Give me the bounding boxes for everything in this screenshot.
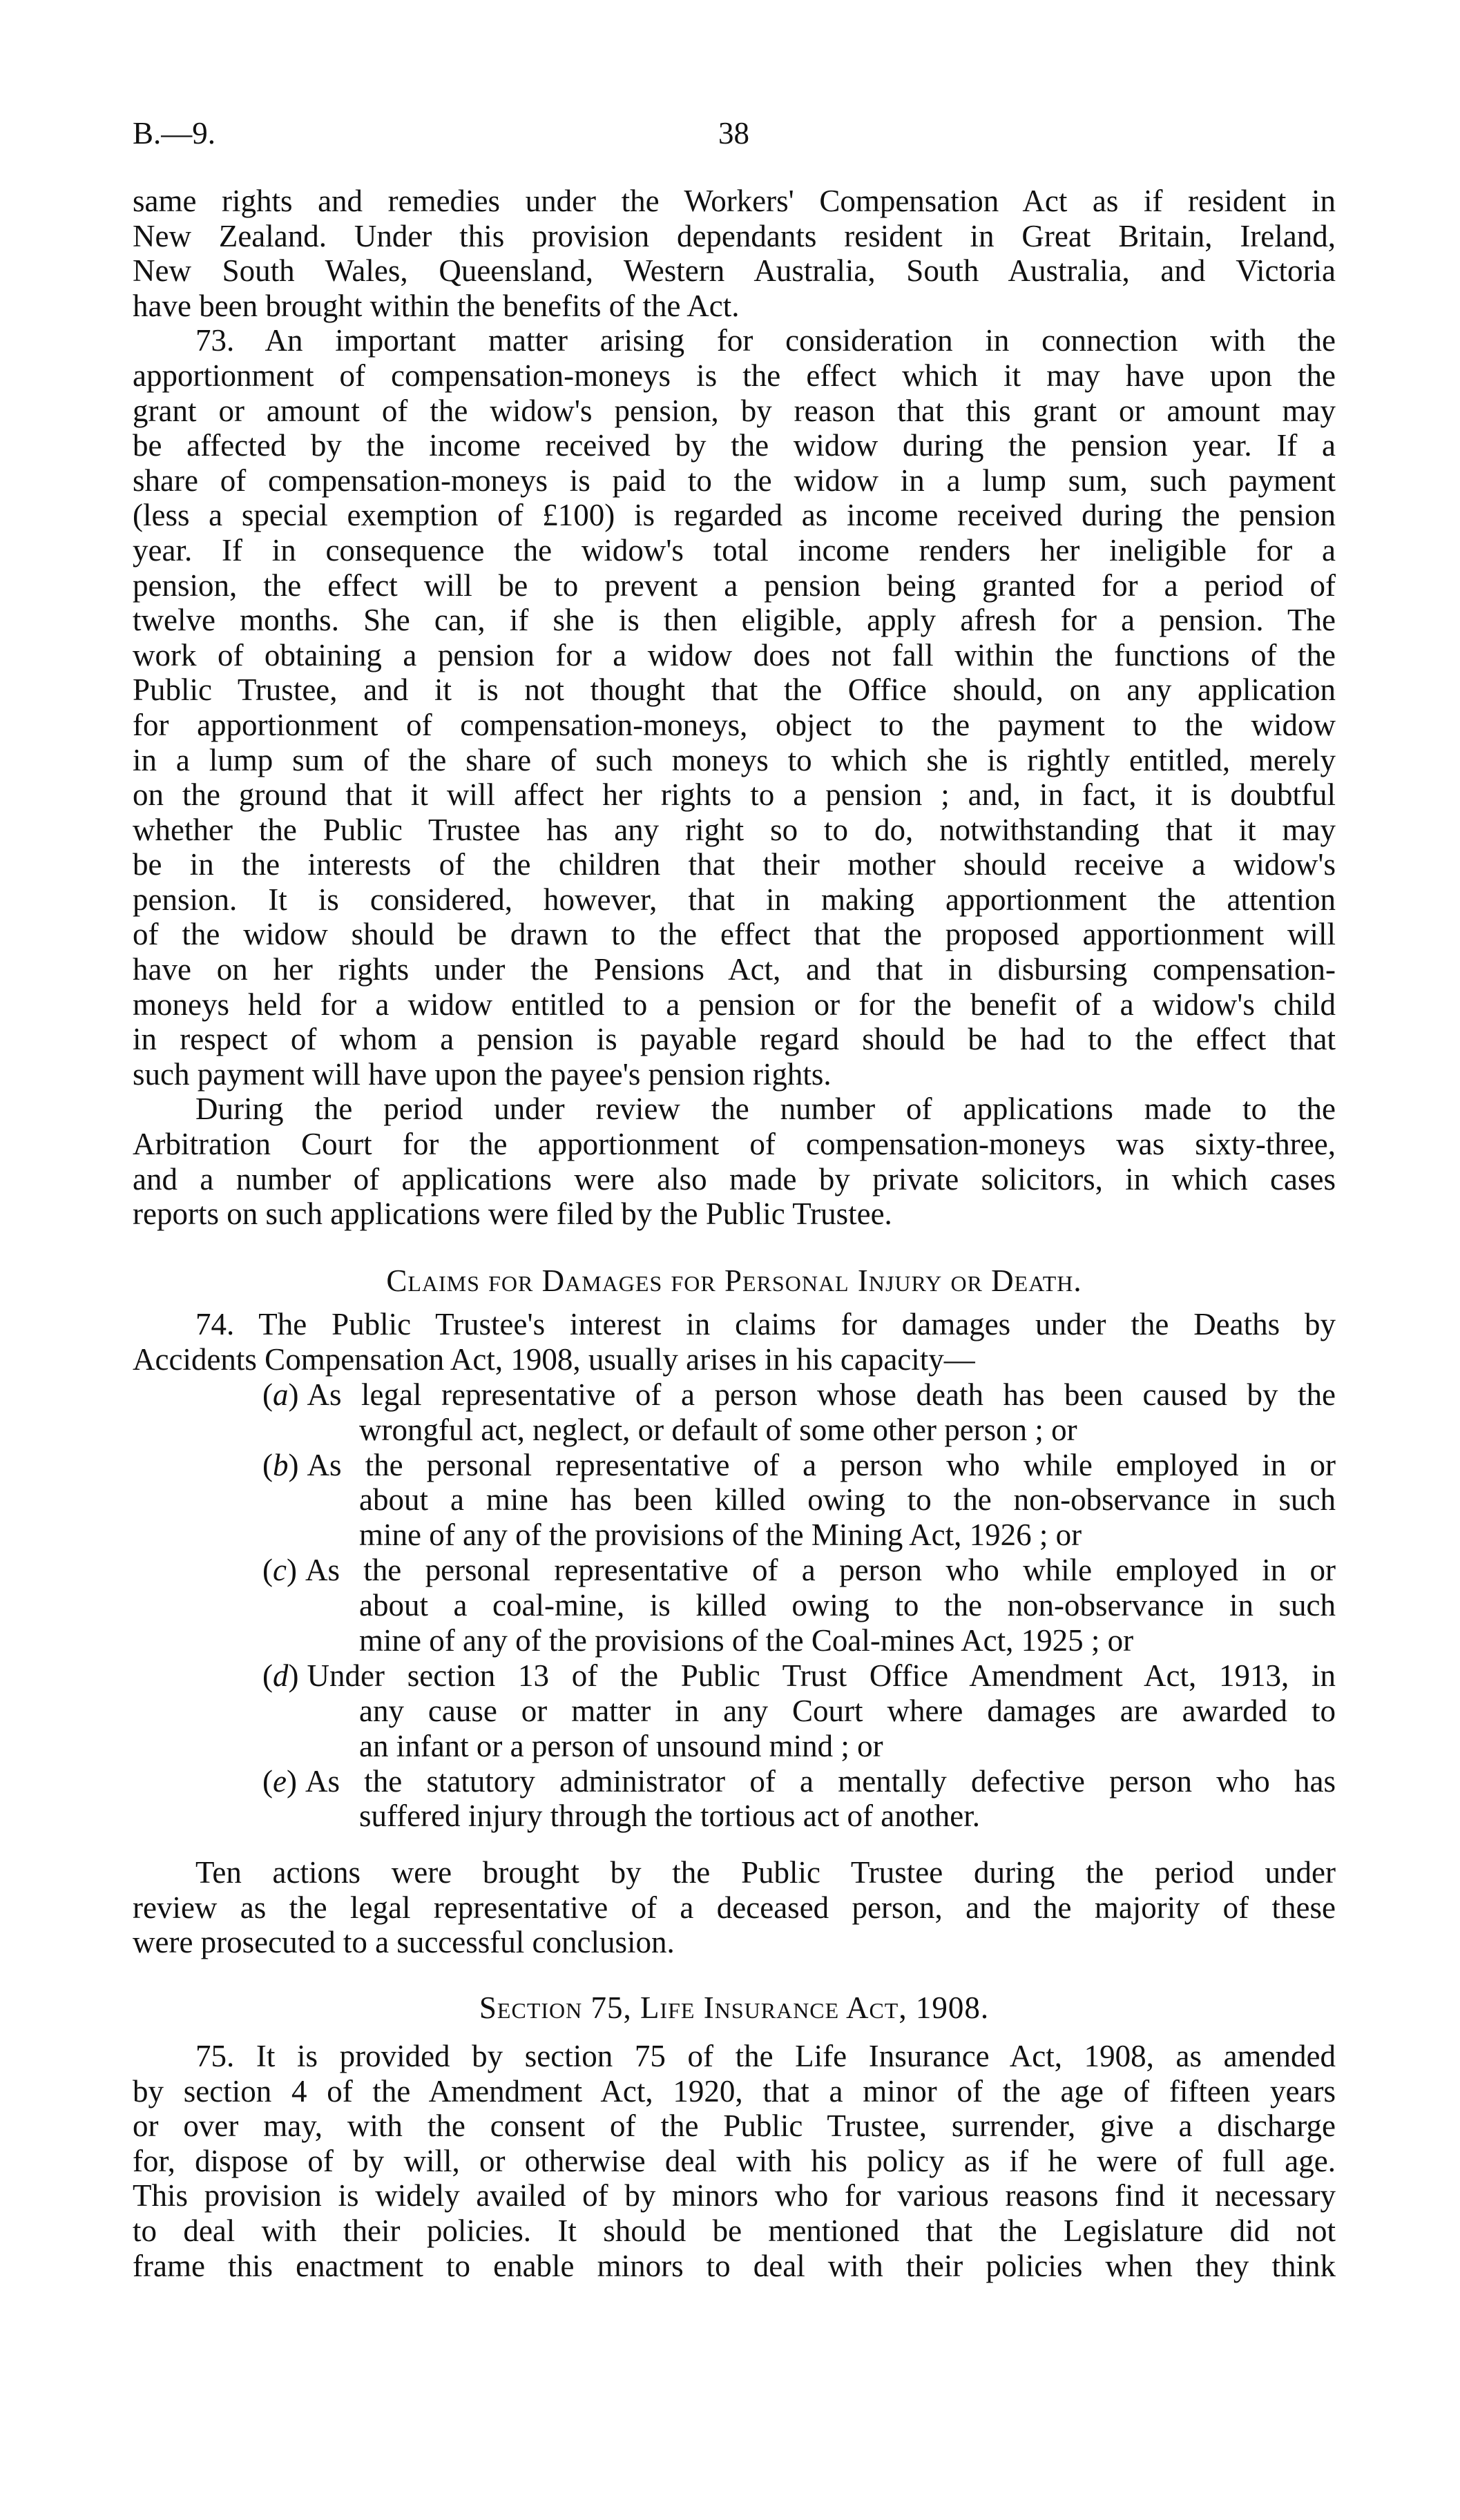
paragraph: [133, 1307, 1336, 1377]
text-line: [133, 1377, 1336, 1413]
item-text: As the personal representative of a person who while employed in or: [307, 1447, 1336, 1482]
list-item: [133, 1764, 1336, 1834]
text-line: year. If in consequence the widow's total income renders her ineligible for a: [133, 532, 1336, 568]
text-line: for apportionment of compensation-moneys, object to the payment to the widow: [133, 707, 1336, 742]
item-text: As the statutory administrator of a mentally defective person who has: [305, 1763, 1336, 1799]
body-ten-actions: [133, 1855, 1336, 1960]
text-line: [133, 1413, 1336, 1448]
text-line: and a number of applications were also made by private solicitors, in which cases: [133, 1161, 1336, 1196]
item-text: mine of any of the provisions of the Mining Act, 1926 ; or: [359, 1518, 1082, 1553]
item-label: ( b ): [262, 1448, 299, 1482]
text-line: Arbitration Court for the apportionment of compensation-moneys was sixty-three,: [133, 1127, 1336, 1162]
text-line: 74. The Public Trustee's interest in claims for damages under the Deaths by: [195, 1307, 1336, 1341]
list-item: [133, 1448, 1336, 1553]
text-line: by section 4 of the Amendment Act, 1920, that a minor of the age of fifteen years: [133, 2073, 1336, 2109]
paragraph: [133, 1855, 1336, 1960]
text-line: have been brought within the benefits of the Act.: [133, 288, 740, 323]
item-text: suffered injury through the tortious act of another.: [359, 1799, 980, 1834]
item-text: about a mine has been killed owing to the non-observance in such: [359, 1482, 1336, 1518]
item-text: As legal representative of a person whose death has been caused by the: [307, 1377, 1336, 1412]
item-label: ( d ): [262, 1658, 299, 1693]
paragraph: [133, 323, 1336, 1092]
text-line: This provision is widely availed of by minors who for various reasons find it necessary: [133, 2178, 1336, 2213]
text-line: twelve months. She can, if she is then eligible, apply afresh for a pension. The: [133, 603, 1336, 638]
body-section-74: [133, 1307, 1336, 1834]
page-number: 38: [718, 116, 749, 151]
text-line: review as the legal representative of a deceased person, and the majority of these: [133, 1890, 1336, 1925]
text-line: moneys held for a widow entitled to a pension or for the benefit of a widow's child: [133, 987, 1336, 1022]
item-text: Under section 13 of the Public Trust Office Amendment Act, 1913, in: [307, 1658, 1336, 1693]
body-section-73: [133, 184, 1336, 1232]
text-line: pension. It is considered, however, that in making apportionment the attention: [133, 882, 1336, 917]
text-line: New South Wales, Queensland, Western Australia, South Australia, and Victoria: [133, 253, 1336, 289]
text-line: whether the Public Trustee has any right so to do, notwithstanding that it may: [133, 812, 1336, 847]
text-line: work of obtaining a pension for a widow does not fall within the functions of the: [133, 637, 1336, 672]
body-section-75: [133, 2039, 1336, 2283]
text-line: same rights and remedies under the Workers' Compensation Act as if resident in: [133, 184, 1336, 218]
text-line: [133, 1518, 1336, 1553]
paragraph: [133, 184, 1336, 323]
text-line: in a lump sum of the share of such moneys to which she is rightly entitled, merely: [133, 742, 1336, 777]
text-line: [133, 1799, 1336, 1834]
text-line: Ten actions were brought by the Public Trustee during the period under: [195, 1855, 1336, 1890]
item-text: As the personal representative of a person who while employed in or: [305, 1553, 1336, 1588]
text-line: [133, 1658, 1336, 1694]
text-line: New Zealand. Under this provision dependants resident in Great Britain, Ireland,: [133, 218, 1336, 253]
item-text: an infant or a person of unsound mind ; or: [359, 1728, 883, 1763]
item-label: ( c ): [262, 1553, 297, 1587]
text-line: [133, 1588, 1336, 1623]
text-line: be in the interests of the children that their mother should receive a widow's: [133, 847, 1336, 882]
text-line: [133, 1729, 1336, 1764]
text-line: pension, the effect will be to prevent a pension being granted for a period of: [133, 568, 1336, 603]
text-line: [133, 1448, 1336, 1483]
text-line: were prosecuted to a successful conclusion.: [133, 1925, 675, 1960]
text-line: [133, 1764, 1336, 1799]
text-line: be affected by the income received by the widow during the pension year. If a: [133, 428, 1336, 463]
item-text: any cause or matter in any Court where damages are awarded to: [359, 1693, 1336, 1728]
text-line: on the ground that it will affect her rights to a pension ; and, in fact, it is doubtful: [133, 777, 1336, 813]
section-heading-claims: Claims for Damages for Personal Injury or Death.: [386, 1263, 1082, 1298]
item-text: mine of any of the provisions of the Coal-mines Act, 1925 ; or: [359, 1623, 1134, 1658]
text-line: apportionment of compensation-moneys is the effect which it may have upon the: [133, 358, 1336, 393]
list-item: [133, 1553, 1336, 1658]
text-line: Public Trustee, and it is not thought that the Office should, on any application: [133, 672, 1336, 708]
item-text: about a coal-mine, is killed owing to the non-observance in such: [359, 1588, 1336, 1623]
paragraph: [133, 2039, 1336, 2283]
text-line: (less a special exemption of £100) is regarded as income received during the pension: [133, 498, 1336, 533]
text-line: reports on such applications were filed by the Public Trustee.: [133, 1196, 892, 1232]
text-line: Accidents Compensation Act, 1908, usually arises in his capacity—: [133, 1341, 975, 1377]
text-line: [133, 1482, 1336, 1518]
text-line: [133, 1623, 1336, 1658]
text-line: share of compensation-moneys is paid to the widow in a lump sum, such payment: [133, 463, 1336, 498]
text-line: for, dispose of by will, or otherwise deal with his policy as if he were of full age.: [133, 2143, 1336, 2178]
list-item: [133, 1658, 1336, 1764]
text-line: in respect of whom a pension is payable regard should be had to the effect that: [133, 1022, 1336, 1057]
text-line: such payment will have upon the payee's pension rights.: [133, 1056, 832, 1092]
report-reference: B.—9.: [133, 116, 216, 151]
text-line: of the widow should be drawn to the effect that the proposed apportionment will: [133, 917, 1336, 952]
item-label: ( a ): [262, 1377, 299, 1412]
text-line: 75. It is provided by section 75 of the Life Insurance Act, 1908, as amended: [195, 2039, 1336, 2073]
paragraph: [133, 1092, 1336, 1231]
text-line: [133, 1553, 1336, 1588]
list-item: [133, 1377, 1336, 1448]
text-line: or over may, with the consent of the Public Trustee, surrender, give a discharge: [133, 2109, 1336, 2144]
text-line: [133, 1694, 1336, 1729]
item-text: wrongful act, neglect, or default of some other person ; or: [359, 1412, 1077, 1447]
text-line: During the period under review the number of applications made to the: [195, 1092, 1336, 1127]
item-label: ( e ): [262, 1764, 297, 1799]
text-line: have on her rights under the Pensions Act, and that in disbursing compensation-: [133, 952, 1336, 987]
text-line: 73. An important matter arising for consideration in connection with the: [195, 323, 1336, 358]
text-line: grant or amount of the widow's pension, by reason that this grant or amount may: [133, 393, 1336, 428]
section-heading-life-insurance: Section 75, Life Insurance Act, 1908.: [479, 1990, 990, 2025]
text-line: frame this enactment to enable minors to deal with their policies when they think: [133, 2248, 1336, 2283]
text-line: to deal with their policies. It should be mentioned that the Legislature did not: [133, 2213, 1336, 2248]
